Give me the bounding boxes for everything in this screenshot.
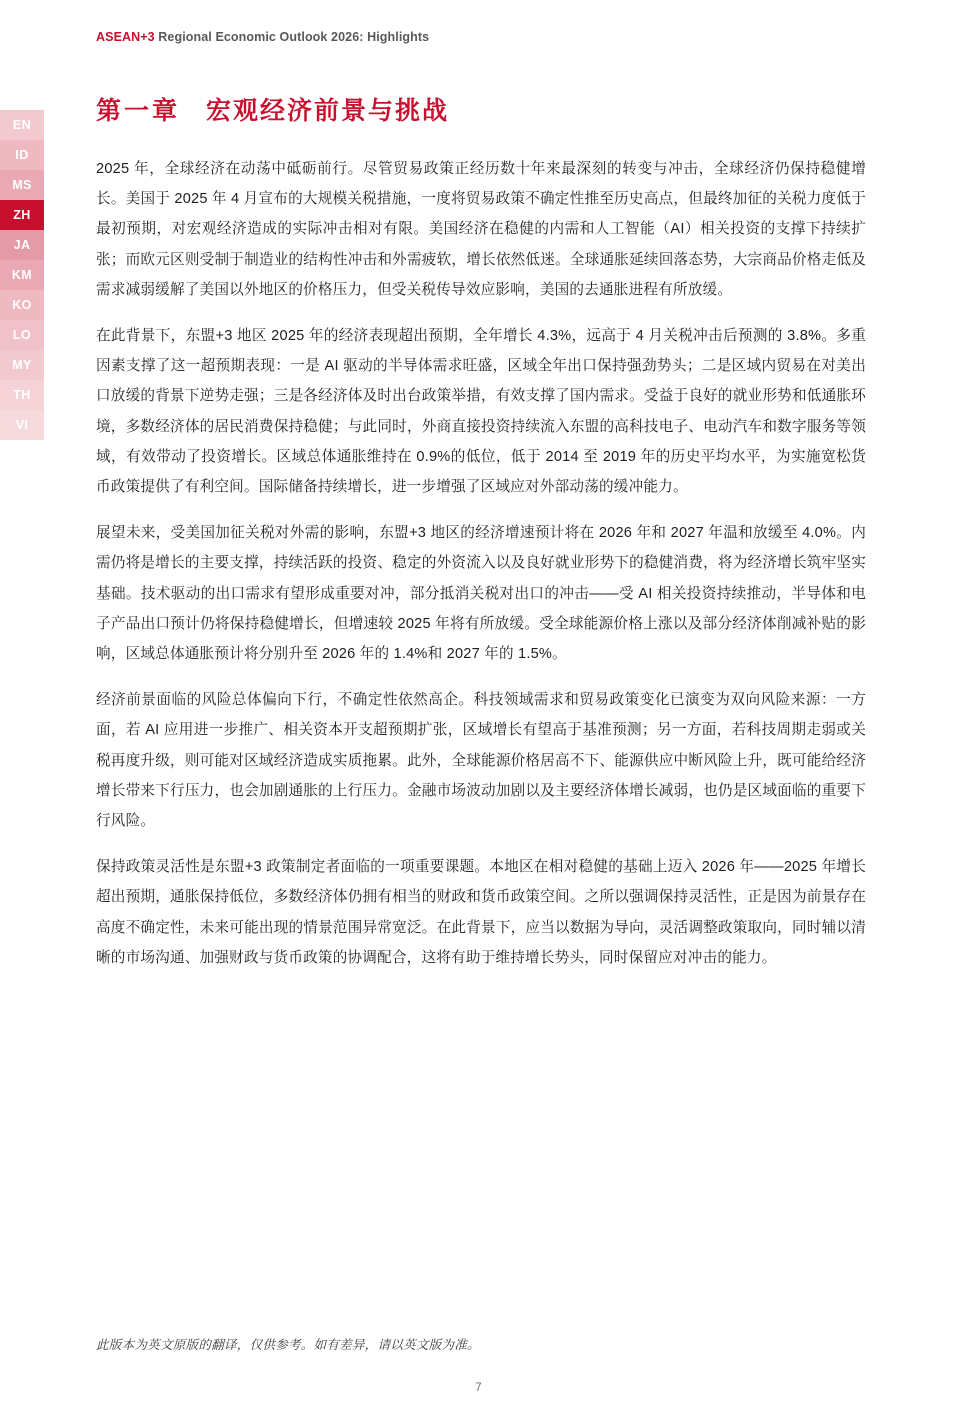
language-tab-my[interactable]: MY	[0, 350, 44, 380]
chapter-number: 第一章	[96, 97, 181, 125]
language-tab-lo[interactable]: LO	[0, 320, 44, 350]
running-header	[96, 30, 429, 44]
language-tab-rail[interactable]	[0, 110, 44, 440]
language-tab-th[interactable]: TH	[0, 380, 44, 410]
paragraph-2: 在此背景下，东盟+3 地区 2025 年的经济表现超出预期，全年增长 4.3%，远高于 4 月关税冲击后预测的 3.8%。多重因素支撑了这一超预期表现：一是 AI 驱动的半导体需求旺盛，区域全年出口保持强劲势头；二是区域内贸易在对美出口放缓的背景下逆势走强；三是各经济体及时出台政策举措，有效支撑了国内需求。受益于良好的就业形势和低通胀环境，多数经济体的居民消费保持稳健；与此同时，外商直接投资持续流入东盟的高科技电子、电动汽车和数字服务等领域，有效带动了投资增长。区域总体通胀维持在 0.9%的低位，低于 2014 至 2019 年的历史平均水平，为实施宽松货币政策提供了有利空间。国际储备持续增长，进一步增强了区域应对外部动荡的缓冲能力。	[96, 328, 866, 496]
language-tab-ja[interactable]: JA	[0, 230, 44, 260]
language-tab-vi[interactable]: VI	[0, 410, 44, 440]
language-tab-en[interactable]: EN	[0, 110, 44, 140]
chapter-name: 宏观经济前景与挑战	[206, 97, 450, 125]
header-brand: ASEAN+3	[96, 30, 155, 44]
language-tab-ko[interactable]: KO	[0, 290, 44, 320]
language-tab-zh[interactable]: ZH	[0, 200, 44, 230]
paragraph-3: 展望未来，受美国加征关税对外需的影响，东盟+3 地区的经济增速预计将在 2026 年和 2027 年温和放缓至 4.0%。内需仍将是增长的主要支撑，持续活跃的投资、稳定的外资流入以及良好就业形势下的稳健消费，将为经济增长筑牢坚实基础。技术驱动的出口需求有望形成重要对冲，部分抵消关税对出口的冲击——受 AI 相关投资持续推动，半导体和电子产品出口预计仍将保持稳健增长，但增速较 2025 年将有所放缓。受全球能源价格上涨以及部分经济体削减补贴的影响，区域总体通胀预计将分别升至 2026 年的 1.4%和 2027 年的 1.5%。	[96, 525, 866, 663]
language-tab-id[interactable]: ID	[0, 140, 44, 170]
paragraph-5: 保持政策灵活性是东盟+3 政策制定者面临的一项重要课题。本地区在相对稳健的基础上迈入 2026 年——2025 年增长超出预期，通胀保持低位，多数经济体仍拥有相当的财政和货币政策空间。之所以强调保持灵活性，正是因为前景存在高度不确定性，未来可能出现的情景范围异常宽泛。在此背景下，应当以数据为导向，灵活调整政策取向，同时辅以清晰的市场沟通、加强财政与货币政策的协调配合，这将有助于维持增长势头，同时保留应对冲击的能力。	[96, 859, 866, 966]
paragraph-4: 经济前景面临的风险总体偏向下行，不确定性依然高企。科技领域需求和贸易政策变化已演变为双向风险来源：一方面，若 AI 应用进一步推广、相关资本开支超预期扩张，区域增长有望高于基准预测；另一方面，若科技周期走弱或关税再度升级，则可能对区域经济造成实质拖累。此外，全球能源价格居高不下、能源供应中断风险上升，既可能给经济增长带来下行压力，也会加剧通胀的上行压力。金融市场波动加剧以及主要经济体增长减弱，也仍是区域面临的重要下行风险。	[96, 692, 866, 830]
paragraph-1: 2025 年，全球经济在动荡中砥砺前行。尽管贸易政策正经历数十年来最深刻的转变与冲击，全球经济仍保持稳健增长。美国于 2025 年 4 月宣布的大规模关税措施，一度将贸易政策不确定性推至历史高点，但最终加征的关税力度低于最初预期，对宏观经济造成的实际冲击相对有限。美国经济在稳健的内需和人工智能（AI）相关投资的支撑下持续扩张；而欧元区则受制于制造业的结构性冲击和外需疲软，增长依然低迷。全球通胀延续回落态势，大宗商品价格走低及需求减弱缓解了美国以外地区的价格压力，但受关税传导效应影响，美国的去通胀进程有所放缓。	[96, 161, 866, 298]
language-tab-ms[interactable]: MS	[0, 170, 44, 200]
language-tab-km[interactable]: KM	[0, 260, 44, 290]
page-number: 7	[475, 1382, 482, 1394]
page-title	[96, 96, 866, 126]
page-content	[96, 96, 866, 973]
header-title: Regional Economic Outlook 2026: Highlights	[154, 30, 430, 44]
translation-disclaimer: 此版本为英文原版的翻译，仅供参考。如有差异，请以英文版为准。	[96, 1338, 480, 1352]
